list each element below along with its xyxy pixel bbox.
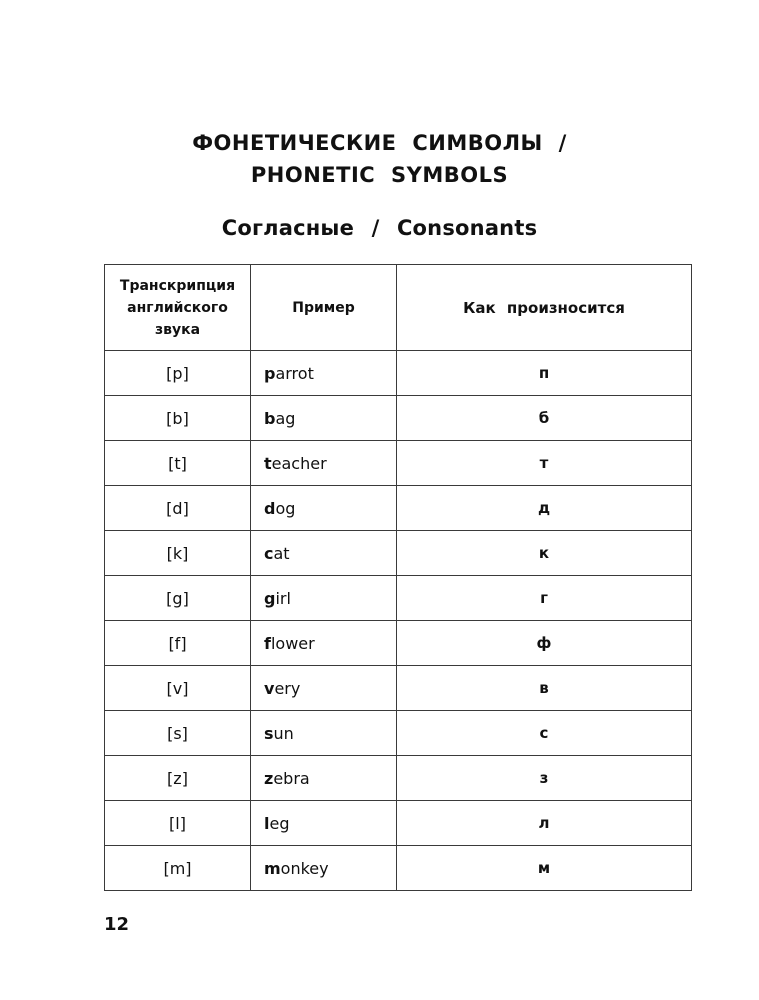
- page-title-english: PHONETIC SYMBOLS: [250, 163, 509, 187]
- table-row: [105, 666, 692, 711]
- example-rest: ag: [275, 408, 296, 428]
- example-cell: [251, 351, 397, 396]
- transcription-cell: [d]: [105, 486, 251, 531]
- table-row: [105, 396, 692, 441]
- example-rest: lower: [270, 633, 315, 653]
- example-cell: [251, 396, 397, 441]
- section-subtitle: Согласные / Consonants: [221, 216, 538, 240]
- example-first-letter: v: [264, 678, 275, 698]
- example-cell: [251, 576, 397, 621]
- example-cell: [251, 711, 397, 756]
- example-rest: eg: [269, 813, 290, 833]
- example-first-letter: m: [264, 858, 281, 878]
- example-first-letter: b: [264, 408, 276, 428]
- pronunciation-cell: г: [397, 576, 692, 621]
- table-row: [105, 576, 692, 621]
- table-row: [105, 756, 692, 801]
- pronunciation-cell: д: [397, 486, 692, 531]
- example-first-letter: s: [264, 723, 274, 743]
- table-row: [105, 801, 692, 846]
- example-first-letter: d: [264, 498, 276, 518]
- example-cell: [251, 801, 397, 846]
- pronunciation-cell: т: [397, 441, 692, 486]
- pronunciation-cell: с: [397, 711, 692, 756]
- example-first-letter: f: [264, 633, 271, 653]
- example-first-letter: t: [264, 453, 272, 473]
- transcription-cell: [m]: [105, 846, 251, 891]
- table-row: [105, 846, 692, 891]
- transcription-cell: [z]: [105, 756, 251, 801]
- example-cell: [251, 441, 397, 486]
- example-rest: ery: [274, 678, 301, 698]
- pronunciation-cell: ф: [397, 621, 692, 666]
- example-rest: at: [273, 543, 290, 563]
- table-row: [105, 486, 692, 531]
- transcription-cell: [b]: [105, 396, 251, 441]
- table-header-row: [105, 265, 692, 351]
- transcription-cell: [k]: [105, 531, 251, 576]
- page-number: 12: [104, 914, 130, 935]
- table-row: [105, 621, 692, 666]
- transcription-cell: [t]: [105, 441, 251, 486]
- example-cell: [251, 846, 397, 891]
- header-pronunciation: Как произносится: [397, 265, 692, 351]
- table-row: [105, 711, 692, 756]
- header-example: Пример: [251, 265, 397, 351]
- example-rest: og: [275, 498, 296, 518]
- example-first-letter: l: [264, 813, 270, 833]
- phonetic-table: [104, 264, 692, 891]
- example-cell: [251, 756, 397, 801]
- header-transcription: Транскрипция английского звука: [105, 265, 251, 351]
- example-cell: [251, 531, 397, 576]
- example-cell: [251, 621, 397, 666]
- transcription-cell: [p]: [105, 351, 251, 396]
- pronunciation-cell: м: [397, 846, 692, 891]
- table-row: [105, 351, 692, 396]
- example-first-letter: z: [264, 768, 274, 788]
- transcription-cell: [g]: [105, 576, 251, 621]
- example-first-letter: p: [264, 363, 276, 383]
- transcription-cell: [l]: [105, 801, 251, 846]
- pronunciation-cell: б: [397, 396, 692, 441]
- transcription-cell: [v]: [105, 666, 251, 711]
- pronunciation-cell: к: [397, 531, 692, 576]
- page-title-russian: ФОНЕТИЧЕСКИЕ СИМВОЛЫ /: [192, 131, 567, 155]
- example-cell: [251, 486, 397, 531]
- pronunciation-cell: в: [397, 666, 692, 711]
- table-row: [105, 531, 692, 576]
- transcription-cell: [f]: [105, 621, 251, 666]
- pronunciation-cell: з: [397, 756, 692, 801]
- example-rest: un: [273, 723, 294, 743]
- transcription-cell: [s]: [105, 711, 251, 756]
- example-rest: onkey: [280, 858, 329, 878]
- example-rest: arrot: [275, 363, 314, 383]
- pronunciation-cell: п: [397, 351, 692, 396]
- pronunciation-cell: л: [397, 801, 692, 846]
- example-rest: eacher: [271, 453, 327, 473]
- example-first-letter: c: [264, 543, 274, 563]
- example-rest: ebra: [273, 768, 310, 788]
- example-rest: irl: [275, 588, 291, 608]
- table-row: [105, 441, 692, 486]
- example-first-letter: g: [264, 588, 276, 608]
- example-cell: [251, 666, 397, 711]
